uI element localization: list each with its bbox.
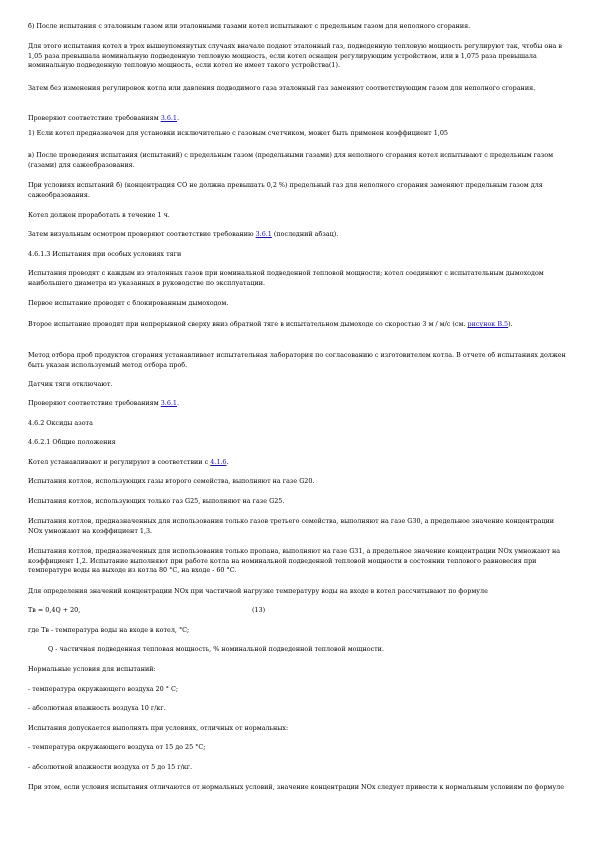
paragraph: Котел должен проработать в течение 1 ч. bbox=[28, 211, 170, 219]
link-figure-b5[interactable]: рисунок В.5 bbox=[467, 320, 509, 328]
formula: Тв = 0,4Q + 20, (13) bbox=[28, 606, 266, 614]
section-heading: 4.6.2.1 Общие положения bbox=[28, 438, 116, 446]
paragraph: Затем визуальным осмотром проверяют соответствие требованию 3.6.1 (последний абзац). bbox=[28, 230, 339, 238]
paragraph: При этом, если условия испытания отличаются от нормальных условий, значение концентрации NOx следует привести к нормальным условиям по формуле bbox=[28, 783, 565, 791]
paragraph: Датчик тяги отключают. bbox=[28, 380, 113, 388]
paragraph: Для определения значений концентрации NOx при частичной нагрузке температуру воды на входе в котел рассчитывают по формуле bbox=[28, 587, 488, 595]
paragraph: Проверяют соответствие требованиям 3.6.1. bbox=[28, 399, 180, 407]
section-heading: 4.6.2 Оксиды азота bbox=[28, 419, 93, 427]
link-4-1-6[interactable]: 4.1.6 bbox=[210, 458, 227, 466]
paragraph: Котел устанавливают и регулируют в соответствии с 4.1.6. bbox=[28, 458, 229, 466]
paragraph: б) После испытания с эталонным газом или эталонными газами котел испытывают с предельным газом для неполного сгорания. bbox=[28, 22, 471, 30]
list-item: - температура окружающего воздуха от 15 до 25 °С; bbox=[28, 743, 206, 751]
section-heading: 4.6.1.3 Испытания при особых условиях тяги bbox=[28, 250, 182, 258]
link-3-6-1[interactable]: 3.6.1 bbox=[255, 230, 272, 238]
paragraph: Испытания котлов, предназначенных для использования только пропана, выполняют на газе G31, а предельное значение концентрации NOx умножают на коэффициент 1,2. Испытание выполняют при работе котла на номинальной подведенной тепловой мощности в состоянии теплового равновесия при температуре воды на выходе из котла 80 °С, на входе - 60 °С. bbox=[28, 547, 561, 575]
paragraph: Метод отбора проб продуктов сгорания устанавливает испытательная лаборатория по согласованию с изготовителем котла. В отчете об испытаниях должен быть указан используемый метод отбора проб. bbox=[28, 351, 566, 369]
paragraph: Испытания котлов, предназначенных для использования только газов третьего семейства, выполняют на газе G30, а предельное значение концентрации NOx умножают на коэффициент 1,3. bbox=[28, 517, 554, 535]
list-item: - абсолютная влажность воздуха 10 г/кг. bbox=[28, 704, 166, 712]
list-item: - температура окружающего воздуха 20 ° С; bbox=[28, 685, 179, 693]
link-3-6-1[interactable]: 3.6.1 bbox=[160, 114, 177, 122]
paragraph: При условиях испытаний б) (концентрация СО не должна превышать 0,2 %) предельный газ для неполного сгорания заменяют предельным газом для сажеобразования. bbox=[28, 181, 543, 199]
paragraph: Нормальные условия для испытаний: bbox=[28, 665, 156, 673]
paragraph: Испытания котлов, использующих газы второго семейства, выполняют на газе G20. bbox=[28, 477, 315, 485]
link-3-6-1[interactable]: 3.6.1 bbox=[160, 399, 177, 407]
paragraph: в) После проведения испытания (испытаний) с предельным газом (предельными газами) для неполного сгорания котел испытывают с предельным газом (газами) для сажеобразования. bbox=[28, 151, 554, 169]
formula-number: (13) bbox=[252, 606, 266, 614]
paragraph: Q - частичная подведенная тепловая мощность, % номинальной подведенной тепловой мощности. bbox=[48, 645, 384, 653]
paragraph: Проверяют соответствие требованиям 3.6.1. bbox=[28, 114, 180, 122]
paragraph: Первое испытание проводят с блокированным дымоходом. bbox=[28, 299, 229, 307]
paragraph: Затем без изменения регулировок котла или давления подводимого газа эталонный газ заменяют соответствующим газом для неполного сгорания. bbox=[28, 84, 536, 92]
paragraph: Второе испытание проводят при непрерывной сверху вниз обратной тяге в испытательном дымоходе со скоростью 3 м / м/с (см. рисунок В.5). bbox=[28, 320, 513, 328]
paragraph: Для этого испытания котел в трех вышеупомянутых случаях вначале подают эталонный газ, подведенную тепловую мощность регулируют так, чтобы она в 1,05 раза превышала номинальную подведенную тепловую мощность, если котел оснащен регулирующим устройством, или в 1,075 раза превышала номинальную подведенную тепловую мощность, если котел не имеет такого устройства(1). bbox=[28, 42, 562, 70]
paragraph: Испытания котлов, использующих только газ G25, выполняют на газе G25. bbox=[28, 497, 285, 505]
paragraph: Испытания проводят с каждым из эталонных газов при номинальной подведенной тепловой мощности; котел соединяют с испытательным дымоходом наибольшего диаметра из указанных в руководстве по эксплуатации. bbox=[28, 269, 544, 287]
list-item: - абсолютной влажности воздуха от 5 до 15 г/кг. bbox=[28, 763, 193, 771]
footnote: 1) Если котел предназначен для установки исключительно с газовым счетчиком, может быть применен коэффициент 1,05 bbox=[28, 129, 448, 137]
paragraph: где Тв - температура воды на входе в котел, °С; bbox=[28, 626, 190, 634]
paragraph: Испытания допускается выполнять при условиях, отличных от нормальных: bbox=[28, 724, 289, 732]
